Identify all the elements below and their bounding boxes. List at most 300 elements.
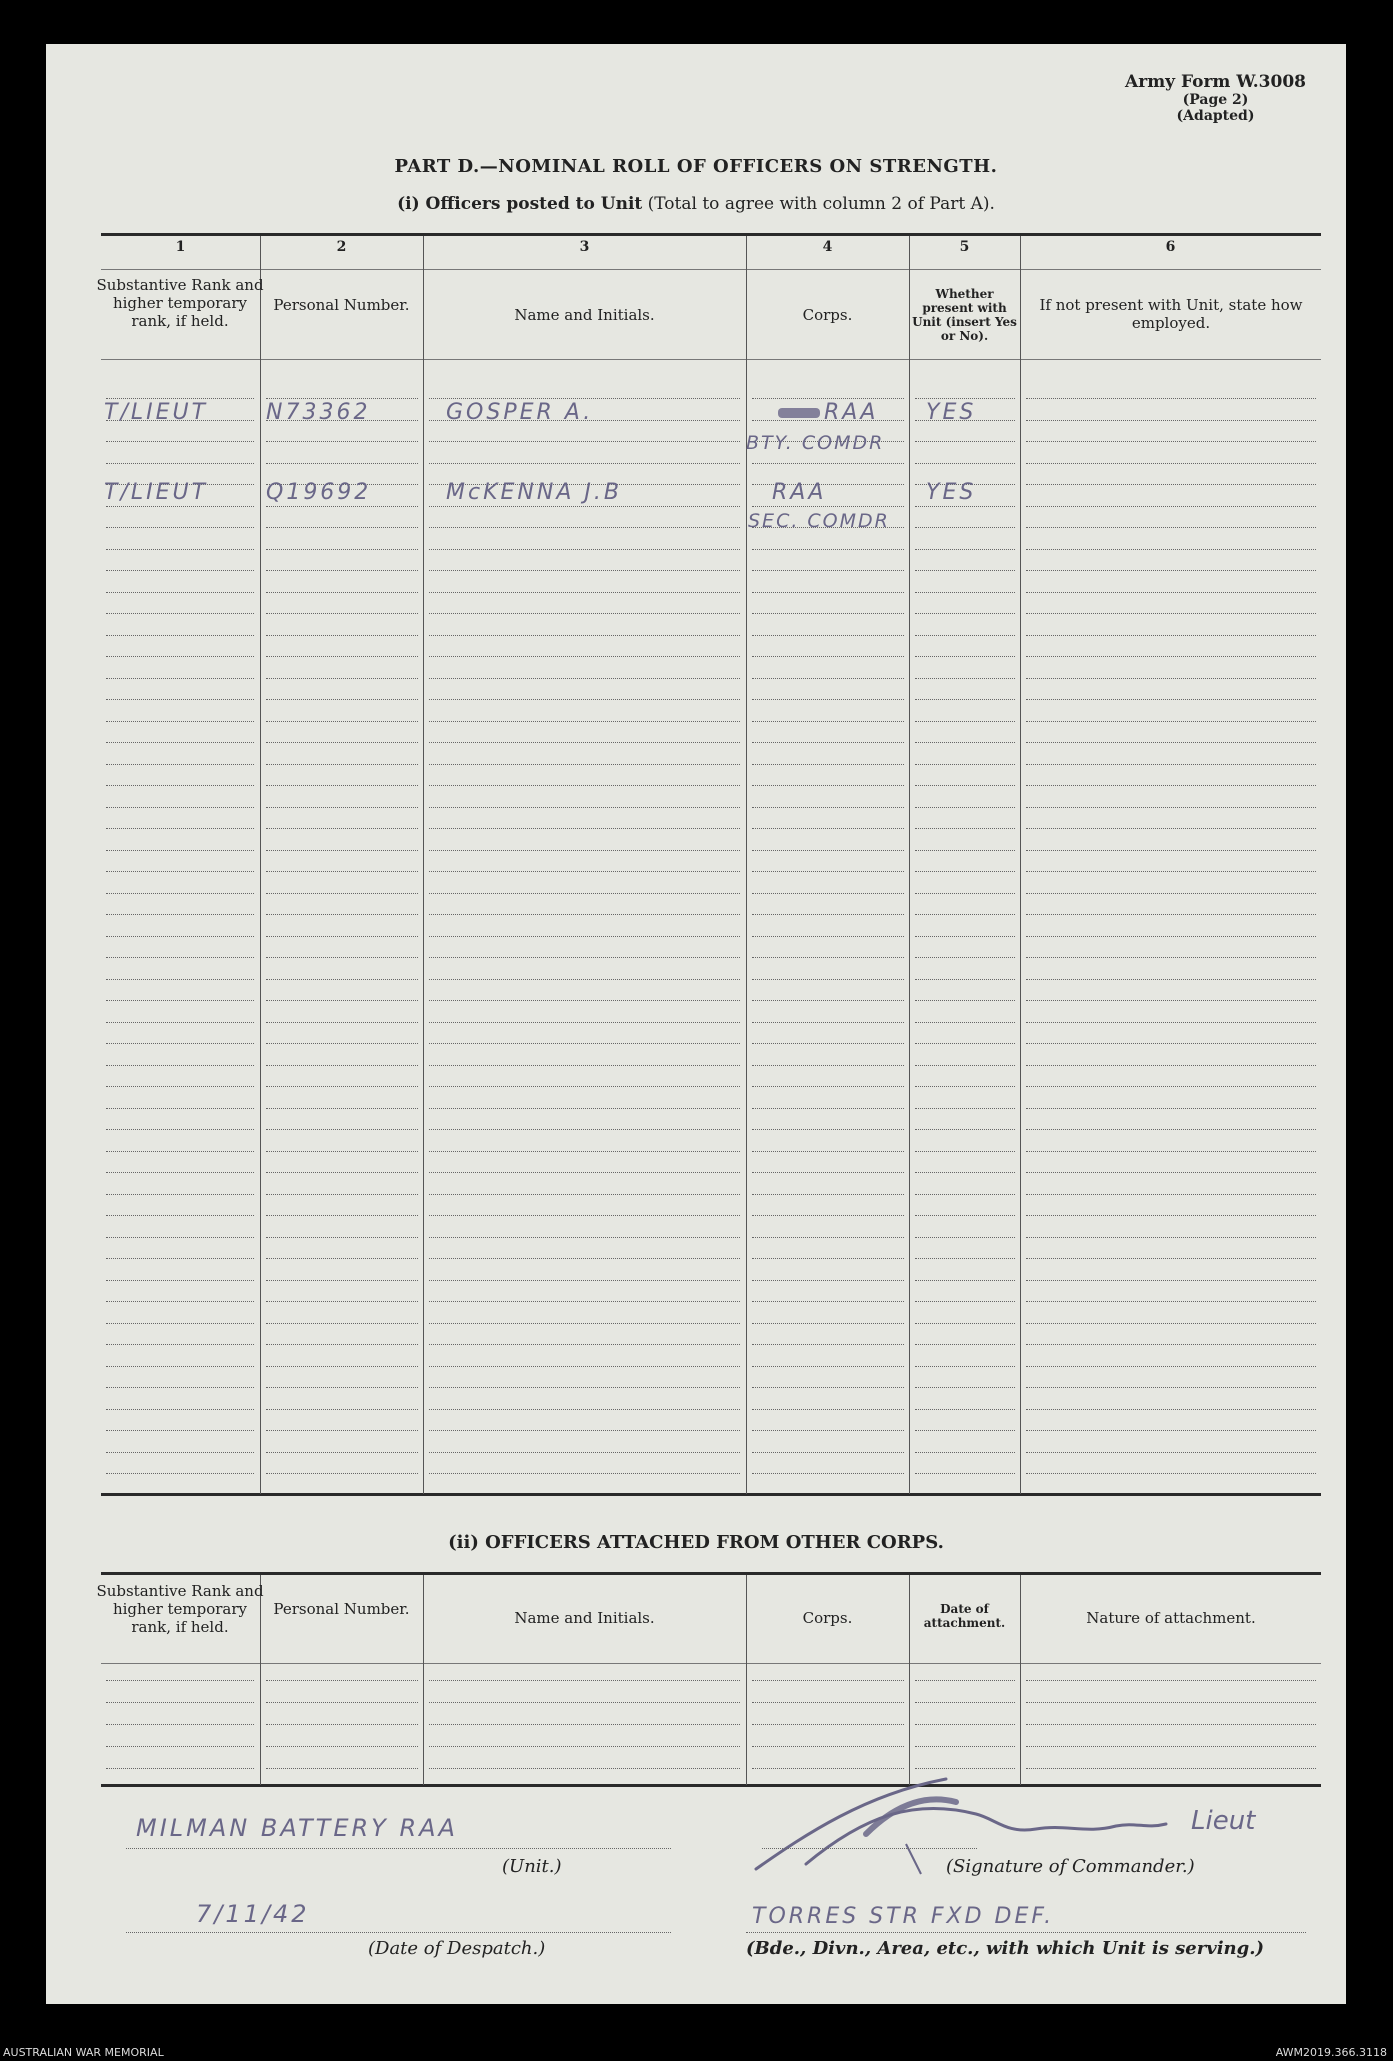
ruled-line: [752, 850, 904, 851]
ruled-line: [106, 1473, 254, 1474]
ruled-line: [266, 635, 418, 636]
ruled-line: [106, 1702, 254, 1703]
ruled-line: [1026, 785, 1316, 786]
ruled-line: [106, 1323, 254, 1324]
signature-rank-text: Lieut: [1191, 1806, 1256, 1836]
ruled-line: [915, 1108, 1015, 1109]
ruled-line: [429, 1000, 740, 1001]
ruled-line: [429, 1768, 740, 1769]
ruled-line: [915, 1746, 1015, 1747]
ruled-line: [106, 979, 254, 980]
ruled-line: [915, 1258, 1015, 1259]
ruled-line: [752, 893, 904, 894]
form-adapted: (Adapted): [1176, 108, 1255, 124]
ruled-line: [1026, 1702, 1316, 1703]
ruled-line: [915, 828, 1015, 829]
ruled-line: [915, 635, 1015, 636]
date-value: 7/11/42: [196, 1900, 310, 1928]
ruled-line: [106, 1768, 254, 1769]
ruled-line: [752, 1172, 904, 1173]
ruled-line: [106, 1409, 254, 1410]
signature-dotted-line: [762, 1848, 977, 1849]
ruled-line: [266, 592, 418, 593]
form-name: Army Form W.3008: [1125, 72, 1306, 92]
ruled-line: [266, 807, 418, 808]
ruled-line: [752, 549, 904, 550]
subtitle-bold: (i) Officers posted to Unit: [397, 194, 643, 214]
row1-present: YES: [926, 400, 977, 425]
ruled-line: [1026, 936, 1316, 937]
ruled-line: [429, 828, 740, 829]
table1-top-rule: [101, 233, 1321, 236]
ruled-line: [752, 1746, 904, 1747]
ruled-line: [1026, 1237, 1316, 1238]
ruled-line: [1026, 1129, 1316, 1130]
ruled-line: [915, 1430, 1015, 1431]
ruled-line: [915, 527, 1015, 528]
ruled-line: [429, 1280, 740, 1281]
ruled-line: [1026, 1172, 1316, 1173]
ruled-line: [752, 1473, 904, 1474]
ruled-line: [1026, 1387, 1316, 1388]
ruled-line: [915, 1724, 1015, 1725]
ruled-line: [1026, 527, 1316, 528]
ruled-line: [429, 914, 740, 915]
ruled-line: [1026, 1366, 1316, 1367]
ruled-line: [915, 1409, 1015, 1410]
ruled-line: [1026, 1086, 1316, 1087]
ruled-line: [752, 635, 904, 636]
ruled-line: [106, 1746, 254, 1747]
page-title: PART D.—NOMINAL ROLL OF OFFICERS ON STRENGTH.: [394, 156, 998, 177]
ruled-line: [752, 1366, 904, 1367]
ruled-line: [915, 1680, 1015, 1681]
ruled-line: [429, 613, 740, 614]
ruled-line: [106, 1258, 254, 1259]
ruled-line: [752, 1065, 904, 1066]
unit-label: (Unit.): [502, 1856, 562, 1877]
ruled-line: [106, 699, 254, 700]
ruled-line: [106, 1129, 254, 1130]
ruled-line: [752, 721, 904, 722]
ruled-line: [106, 828, 254, 829]
ruled-line: [266, 506, 418, 507]
ruled-line: [429, 570, 740, 571]
ruled-line: [266, 721, 418, 722]
table2-col-divider-5: [1020, 1575, 1021, 1785]
ruled-line: [1026, 1344, 1316, 1345]
ruled-line: [106, 398, 254, 399]
ruled-line: [106, 1452, 254, 1453]
ruled-line: [1026, 678, 1316, 679]
ruled-line: [915, 678, 1015, 679]
ruled-line: [266, 1768, 418, 1769]
table2-header-rule: [101, 1663, 1321, 1664]
ruled-line: [915, 979, 1015, 980]
ruled-line: [429, 1409, 740, 1410]
ruled-line: [1026, 1258, 1316, 1259]
ruled-line: [752, 613, 904, 614]
ruled-line: [429, 1430, 740, 1431]
ruled-line: [106, 1215, 254, 1216]
ruled-line: [106, 957, 254, 958]
ruled-line: [106, 635, 254, 636]
ruled-line: [266, 936, 418, 937]
ruled-line: [915, 764, 1015, 765]
ruled-line: [106, 1086, 254, 1087]
ruled-line: [106, 613, 254, 614]
ruled-line: [915, 742, 1015, 743]
ruled-line: [106, 463, 254, 464]
header-name: Name and Initials.: [514, 306, 655, 324]
ruled-line: [429, 1323, 740, 1324]
table1-col-divider-2: [423, 236, 424, 1494]
ruled-line: [1026, 1323, 1316, 1324]
ruled-line: [752, 506, 904, 507]
ruled-line: [266, 893, 418, 894]
subtitle-rest: (Total to agree with column 2 of Part A).: [642, 194, 995, 214]
ruled-line: [106, 1172, 254, 1173]
ruled-line: [106, 1237, 254, 1238]
ruled-line: [752, 807, 904, 808]
ruled-line: [915, 1000, 1015, 1001]
ruled-line: [1026, 656, 1316, 657]
ruled-line: [106, 742, 254, 743]
header-present: Whether present with Unit (insert Yes or No).: [912, 287, 1017, 343]
ruled-line: [915, 957, 1015, 958]
ruled-line: [266, 1409, 418, 1410]
ruled-line: [106, 850, 254, 851]
ruled-line: [266, 1086, 418, 1087]
ruled-line: [429, 1366, 740, 1367]
ruled-line: [752, 1151, 904, 1152]
ruled-line: [429, 1129, 740, 1130]
ruled-line: [266, 1215, 418, 1216]
ruled-line: [915, 1151, 1015, 1152]
ruled-line: [429, 699, 740, 700]
ruled-line: [1026, 570, 1316, 571]
ruled-line: [106, 1366, 254, 1367]
ruled-line: [266, 441, 418, 442]
ruled-line: [266, 1452, 418, 1453]
ruled-line: [266, 785, 418, 786]
ruled-line: [429, 1258, 740, 1259]
ruled-line: [106, 1387, 254, 1388]
ruled-line: [1026, 1194, 1316, 1195]
t2-header-corps: Corps.: [802, 1609, 853, 1627]
ruled-line: [266, 1280, 418, 1281]
ruled-line: [752, 570, 904, 571]
ruled-line: [1026, 1280, 1316, 1281]
archive-reference: AWM2019.366.3118: [1275, 2046, 1387, 2059]
col-number-4: 4: [822, 239, 833, 255]
ruled-line: [1026, 721, 1316, 722]
row1-name: GOSPER A.: [446, 400, 594, 425]
ruled-line: [915, 807, 1015, 808]
ruled-line: [429, 807, 740, 808]
ruled-line: [1026, 1452, 1316, 1453]
ruled-line: [106, 527, 254, 528]
ruled-line: [752, 1452, 904, 1453]
ruled-line: [429, 1151, 740, 1152]
ruled-line: [429, 1108, 740, 1109]
ruled-line: [915, 549, 1015, 550]
ruled-line: [429, 549, 740, 550]
row2-rank: T/LIEUT: [104, 480, 209, 505]
ruled-line: [106, 1680, 254, 1681]
table2-top-rule: [101, 1572, 1321, 1575]
col-number-5: 5: [959, 239, 970, 255]
ruled-line: [266, 1194, 418, 1195]
ruled-line: [429, 1452, 740, 1453]
ruled-line: [429, 871, 740, 872]
ruled-line: [752, 1108, 904, 1109]
ruled-line: [1026, 1151, 1316, 1152]
ruled-line: [1026, 592, 1316, 593]
ruled-line: [915, 1323, 1015, 1324]
ruled-line: [915, 398, 1015, 399]
ruled-line: [106, 914, 254, 915]
ruled-line: [752, 1430, 904, 1431]
row2-present: YES: [926, 480, 977, 505]
ruled-line: [429, 398, 740, 399]
ruled-line: [429, 527, 740, 528]
ruled-line: [752, 678, 904, 679]
ruled-line: [915, 850, 1015, 851]
ruled-line: [915, 1065, 1015, 1066]
ruled-line: [752, 828, 904, 829]
ruled-line: [429, 1086, 740, 1087]
row1-corps-strikeout: [778, 408, 820, 418]
header-corps: Corps.: [802, 306, 853, 324]
ruled-line: [266, 1724, 418, 1725]
ruled-line: [429, 850, 740, 851]
ruled-line: [752, 656, 904, 657]
ruled-line: [752, 1194, 904, 1195]
ruled-line: [266, 1387, 418, 1388]
ruled-line: [1026, 850, 1316, 851]
ruled-line: [429, 1473, 740, 1474]
ruled-line: [915, 1194, 1015, 1195]
ruled-line: [266, 398, 418, 399]
ruled-line: [752, 463, 904, 464]
unit-dotted-line: [126, 1848, 671, 1849]
ruled-line: [1026, 1022, 1316, 1023]
form-page: (Page 2): [1182, 92, 1249, 108]
ruled-line: [915, 1344, 1015, 1345]
ruled-line: [752, 1344, 904, 1345]
section2-title: (ii) OFFICERS ATTACHED FROM OTHER CORPS.: [448, 1532, 944, 1553]
row2-number: Q19692: [266, 480, 372, 505]
ruled-line: [266, 570, 418, 571]
ruled-line: [266, 742, 418, 743]
row1-corps-note: BTY. COMDR: [746, 432, 885, 454]
ruled-line: [429, 1344, 740, 1345]
ruled-line: [752, 1043, 904, 1044]
ruled-line: [1026, 1301, 1316, 1302]
header-rank: Substantive Rank and higher temporary rank, if held.: [96, 276, 264, 330]
ruled-line: [1026, 463, 1316, 464]
ruled-line: [1026, 1680, 1316, 1681]
ruled-line: [429, 1301, 740, 1302]
ruled-line: [429, 1022, 740, 1023]
ruled-line: [106, 1108, 254, 1109]
ruled-line: [106, 1280, 254, 1281]
ruled-line: [266, 1430, 418, 1431]
ruled-line: [752, 957, 904, 958]
ruled-line: [1026, 1724, 1316, 1725]
ruled-line: [266, 1065, 418, 1066]
ruled-line: [266, 914, 418, 915]
ruled-line: [1026, 420, 1316, 421]
ruled-line: [1026, 1768, 1316, 1769]
ruled-line: [915, 721, 1015, 722]
ruled-line: [429, 764, 740, 765]
ruled-line: [1026, 914, 1316, 915]
area-dotted-line: [746, 1932, 1306, 1933]
ruled-line: [429, 1680, 740, 1681]
ruled-line: [266, 656, 418, 657]
ruled-line: [752, 1237, 904, 1238]
ruled-line: [429, 678, 740, 679]
table1-col-divider-1: [260, 236, 261, 1494]
ruled-line: [915, 592, 1015, 593]
ruled-line: [429, 635, 740, 636]
ruled-line: [266, 678, 418, 679]
ruled-line: [106, 441, 254, 442]
ruled-line: [429, 957, 740, 958]
t2-header-personal-number: Personal Number.: [273, 1600, 410, 1618]
ruled-line: [429, 1237, 740, 1238]
ruled-line: [429, 979, 740, 980]
ruled-line: [752, 1409, 904, 1410]
ruled-line: [106, 1151, 254, 1152]
ruled-line: [1026, 506, 1316, 507]
ruled-line: [915, 656, 1015, 657]
ruled-line: [915, 1237, 1015, 1238]
table1-col-divider-3: [746, 236, 747, 1494]
ruled-line: [1026, 1409, 1316, 1410]
ruled-line: [429, 1724, 740, 1725]
ruled-line: [429, 893, 740, 894]
col-number-6: 6: [1165, 239, 1176, 255]
ruled-line: [752, 592, 904, 593]
ruled-line: [106, 678, 254, 679]
row2-corps-note: SEC. COMDR: [748, 510, 890, 532]
ruled-line: [106, 1344, 254, 1345]
ruled-line: [915, 1280, 1015, 1281]
row2-corps: RAA: [772, 480, 827, 505]
ruled-line: [106, 785, 254, 786]
page-subtitle: [46, 194, 1346, 214]
ruled-line: [1026, 1473, 1316, 1474]
ruled-line: [915, 506, 1015, 507]
t2-header-date: Date of attachment.: [923, 1602, 1006, 1630]
ruled-line: [106, 1430, 254, 1431]
ruled-line: [1026, 1215, 1316, 1216]
ruled-line: [752, 742, 904, 743]
ruled-line: [752, 1724, 904, 1725]
ruled-line: [266, 828, 418, 829]
ruled-line: [106, 893, 254, 894]
ruled-line: [915, 936, 1015, 937]
ruled-line: [106, 1000, 254, 1001]
ruled-line: [106, 1065, 254, 1066]
ruled-line: [1026, 1746, 1316, 1747]
ruled-line: [915, 463, 1015, 464]
ruled-line: [266, 1129, 418, 1130]
ruled-line: [915, 785, 1015, 786]
t2-header-name: Name and Initials.: [514, 1609, 655, 1627]
ruled-line: [266, 463, 418, 464]
t2-header-rank: Substantive Rank and higher temporary rank, if held.: [96, 1582, 264, 1636]
ruled-line: [1026, 484, 1316, 485]
ruled-line: [1026, 893, 1316, 894]
ruled-line: [752, 1000, 904, 1001]
ruled-line: [915, 613, 1015, 614]
area-label: (Bde., Divn., Area, etc., with which Unit is serving.): [746, 1938, 1264, 1959]
ruled-line: [266, 871, 418, 872]
ruled-line: [752, 1215, 904, 1216]
ruled-line: [915, 1086, 1015, 1087]
ruled-line: [752, 1702, 904, 1703]
ruled-line: [266, 1344, 418, 1345]
ruled-line: [106, 570, 254, 571]
ruled-line: [429, 936, 740, 937]
ruled-line: [915, 1366, 1015, 1367]
ruled-line: [1026, 635, 1316, 636]
signature-label: (Signature of Commander.): [946, 1856, 1195, 1877]
row1-rank: T/LIEUT: [104, 400, 209, 425]
ruled-line: [915, 1043, 1015, 1044]
ruled-line: [266, 957, 418, 958]
ruled-line: [752, 936, 904, 937]
table2-col-divider-3: [746, 1575, 747, 1785]
ruled-line: [266, 527, 418, 528]
ruled-line: [266, 549, 418, 550]
ruled-line: [752, 1680, 904, 1681]
ruled-line: [266, 1702, 418, 1703]
ruled-line: [915, 1022, 1015, 1023]
ruled-line: [266, 850, 418, 851]
ruled-line: [915, 1702, 1015, 1703]
ruled-line: [1026, 398, 1316, 399]
ruled-line: [915, 1452, 1015, 1453]
ruled-line: [1026, 441, 1316, 442]
ruled-line: [106, 1022, 254, 1023]
table1-header-rule: [101, 359, 1321, 360]
ruled-line: [429, 441, 740, 442]
ruled-line: [429, 1194, 740, 1195]
ruled-line: [1026, 1000, 1316, 1001]
ruled-line: [266, 1473, 418, 1474]
ruled-line: [752, 1301, 904, 1302]
ruled-line: [106, 764, 254, 765]
table1-col-divider-4: [909, 236, 910, 1494]
ruled-line: [429, 1215, 740, 1216]
ruled-line: [106, 506, 254, 507]
ruled-line: [1026, 549, 1316, 550]
ruled-line: [915, 893, 1015, 894]
ruled-line: [266, 1108, 418, 1109]
ruled-line: [429, 592, 740, 593]
ruled-line: [266, 1172, 418, 1173]
archive-name: AUSTRALIAN WAR MEMORIAL: [3, 2046, 164, 2059]
ruled-line: [1026, 1108, 1316, 1109]
ruled-line: [266, 1043, 418, 1044]
unit-value: MILMAN BATTERY RAA: [136, 1814, 458, 1842]
ruled-line: [106, 592, 254, 593]
